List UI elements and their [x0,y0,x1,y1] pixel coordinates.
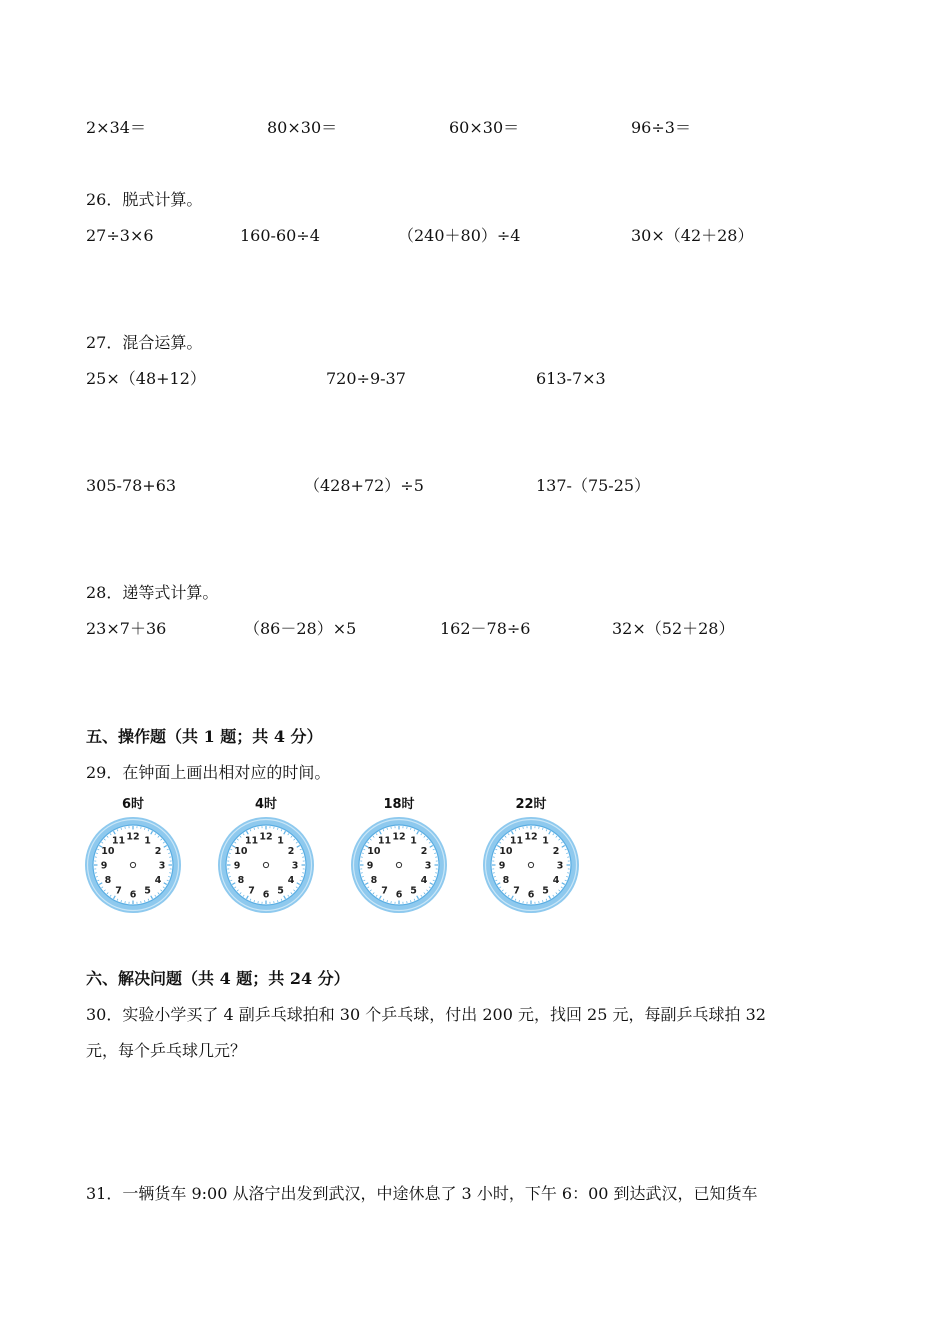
clock-number: 3 [424,860,432,872]
q28-title: 28．递等式计算。 [86,583,219,602]
q27-row1-item-1: 25×（48+12） [86,369,206,388]
clock-number: 6 [395,889,403,901]
clock-number: 4 [154,875,162,886]
clock-number: 12 [126,831,140,843]
clock-number: 11 [377,835,392,847]
clock-number: 8 [370,875,378,886]
clock-label: 22时 [515,797,547,812]
clock-face-icon [349,815,449,915]
clock-number: 2 [154,846,162,857]
clock-number: 1 [144,835,151,847]
clock-center [130,862,135,867]
clock-number: 6 [129,889,137,901]
clock-number: 4 [420,875,428,886]
clock-number: 8 [502,875,510,886]
clock-number: 2 [420,846,428,857]
q28-item-1: 23×7＋36 [86,619,167,638]
clock-number: 5 [542,885,549,897]
q26-item-3: （240＋80）÷4 [398,226,521,245]
q26-title: 26．脱式计算。 [86,190,203,209]
clock-number: 7 [381,885,388,897]
clock-face-icon [481,815,581,915]
clock-center [396,862,401,867]
clock-number: 7 [115,885,122,897]
clock-face-icon [216,815,316,915]
clock-number: 4 [552,875,560,886]
clock-label: 18时 [383,797,415,812]
clock-center [528,862,533,867]
clock-label: 4时 [254,797,278,812]
q27-title: 27．混合运算。 [86,333,203,352]
q28-item-2: （86－28）×5 [244,619,357,638]
q27-row1-item-2: 720÷9-37 [326,369,406,388]
clock-number: 9 [366,860,374,872]
q31-line-1: 31．一辆货车 9:00 从洛宁出发到武汉，中途休息了 3 小时，下午 6：00 到达武汉，已知货车 [86,1184,758,1203]
clock-number: 11 [111,835,126,847]
clock-number: 5 [277,885,284,897]
clock-number: 8 [237,875,245,886]
section5-heading: 五、操作题（共 1 题；共 4 分） [86,727,323,746]
clock-number: 10 [234,846,248,857]
q26-item-1: 27÷3×6 [86,226,154,245]
clock-label: 6时 [121,797,145,812]
clock-number: 2 [287,846,295,857]
q28-item-4: 32×（52＋28） [612,619,735,638]
clock-number: 12 [392,831,406,843]
clock-number: 11 [244,835,259,847]
clock-number: 7 [248,885,255,897]
q28-item-3: 162－78÷6 [440,619,531,638]
clock-number: 1 [542,835,549,847]
clock-number: 10 [101,846,115,857]
clock-number: 5 [410,885,417,897]
clock-number: 6 [527,889,535,901]
clock-number: 9 [233,860,241,872]
clock-number: 9 [498,860,506,872]
q26-item-4: 30×（42＋28） [631,226,754,245]
clock-number: 5 [144,885,151,897]
q27-row2-item-3: 137-（75-25） [536,476,651,495]
clock-number: 10 [367,846,381,857]
clock-center [263,862,268,867]
q27-row1-item-3: 613-7×3 [536,369,606,388]
clock-number: 12 [259,831,273,843]
clock-number: 7 [513,885,520,897]
clock-number: 12 [524,831,538,843]
clock-number: 1 [277,835,284,847]
clock-number: 11 [509,835,524,847]
q26-item-2: 160-60÷4 [240,226,320,245]
clock-number: 1 [410,835,417,847]
q29-text: 29．在钟面上画出相对应的时间。 [86,763,331,782]
calc-item-2: 80×30＝ [267,118,338,137]
clock-number: 3 [291,860,299,872]
clock-number: 3 [158,860,166,872]
calc-item-1: 2×34＝ [86,118,146,137]
section6-heading: 六、解决问题（共 4 题；共 24 分） [86,969,350,988]
q27-row2-item-1: 305-78+63 [86,476,177,495]
clock-number: 8 [104,875,112,886]
q27-row2-item-2: （428+72）÷5 [304,476,424,495]
clock-number: 4 [287,875,295,886]
q30-line-2: 元，每个乒乓球几元？ [86,1041,247,1060]
q30-line-1: 30．实验小学买了 4 副乒乓球拍和 30 个乒乓球，付出 200 元，找回 25 元，每副乒乓球拍 32 [86,1005,766,1024]
clock-number: 3 [556,860,564,872]
clock-number: 6 [262,889,270,901]
clock-number: 2 [552,846,560,857]
clock-number: 10 [499,846,513,857]
clock-face-icon [83,815,183,915]
calc-item-4: 96÷3＝ [631,118,691,137]
clock-number: 9 [100,860,108,872]
calc-item-3: 60×30＝ [449,118,520,137]
